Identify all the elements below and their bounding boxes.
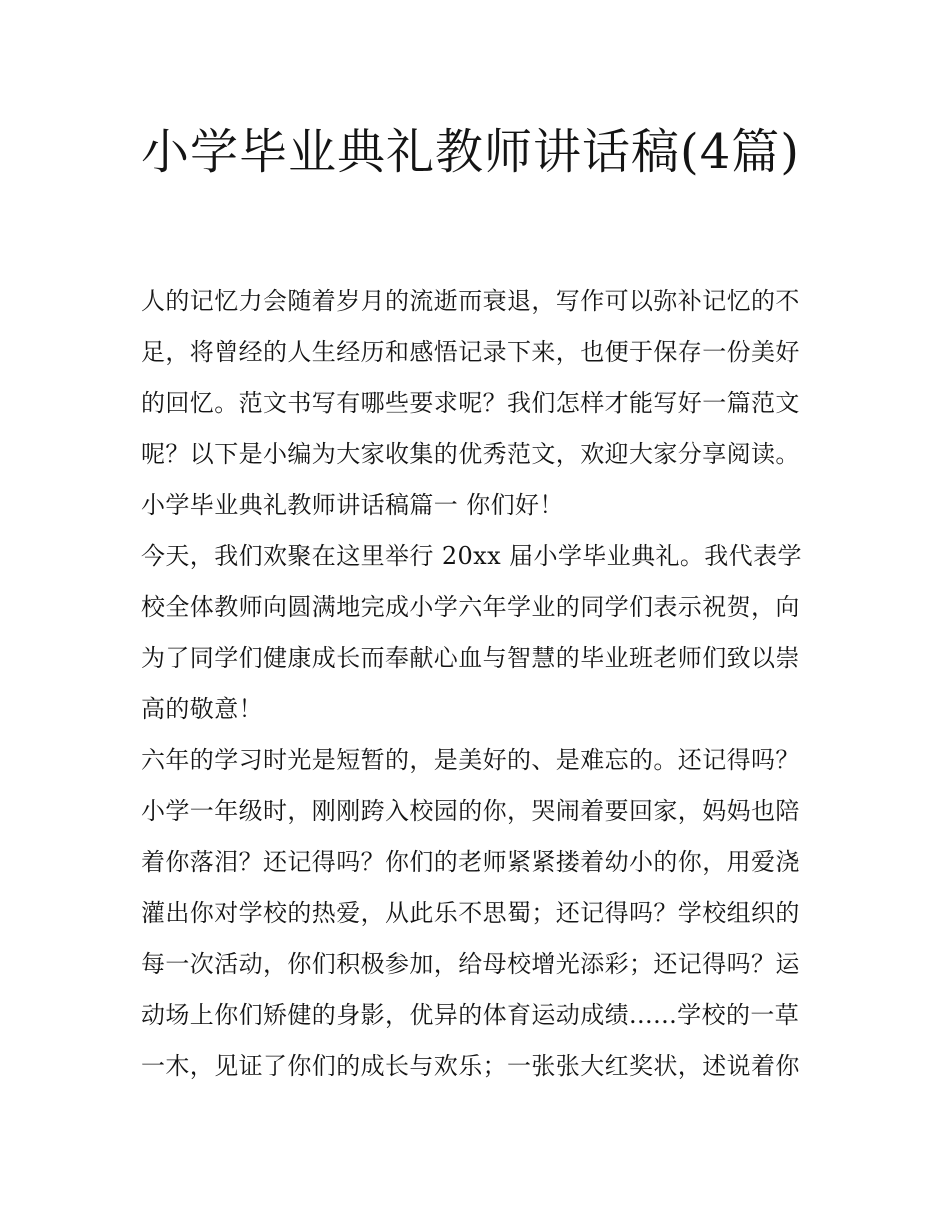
body-line: 人的记忆力会随着岁月的流逝而衰退，写作可以弥补记忆的不	[141, 287, 800, 315]
body-line: 每一次活动，你们积极参加，给母校增光添彩；还记得吗？运	[141, 950, 800, 978]
body-line: 为了同学们健康成长而奉献心血与智慧的毕业班老师们致以崇	[141, 644, 800, 672]
body-line: 灌出你对学校的热爱，从此乐不思蜀；还记得吗？学校组织的	[141, 899, 800, 927]
body-line: 小学一年级时，刚刚跨入校园的你，哭闹着要回家，妈妈也陪	[141, 797, 800, 825]
body-line: 六年的学习时光是短暂的，是美好的、是难忘的。还记得吗？	[141, 746, 800, 774]
document-body	[141, 276, 821, 1092]
body-line: 的回忆。范文书写有哪些要求呢？我们怎样才能写好一篇范文	[141, 389, 800, 417]
body-line: 呢？以下是小编为大家收集的优秀范文，欢迎大家分享阅读。	[141, 440, 800, 468]
body-line: 动场上你们矫健的身影，优异的体育运动成绩......学校的一草	[141, 1001, 800, 1029]
section-heading-line: 小学毕业典礼教师讲话稿篇一 你们好！	[141, 491, 564, 519]
body-line: 高的敬意！	[141, 695, 263, 723]
document-title: 小学毕业典礼教师讲话稿(4篇)	[141, 124, 800, 180]
body-line: 一木，见证了你们的成长与欢乐；一张张大红奖状，述说着你	[141, 1052, 800, 1080]
body-line: 足，将曾经的人生经历和感悟记录下来，也便于保存一份美好	[141, 338, 800, 366]
body-line: 今天，我们欢聚在这里举行 20xx 届小学毕业典礼。我代表学	[141, 542, 802, 570]
body-line: 校全体教师向圆满地完成小学六年学业的同学们表示祝贺，向	[141, 593, 800, 621]
body-line: 着你落泪？还记得吗？你们的老师紧紧搂着幼小的你，用爱浇	[141, 848, 800, 876]
